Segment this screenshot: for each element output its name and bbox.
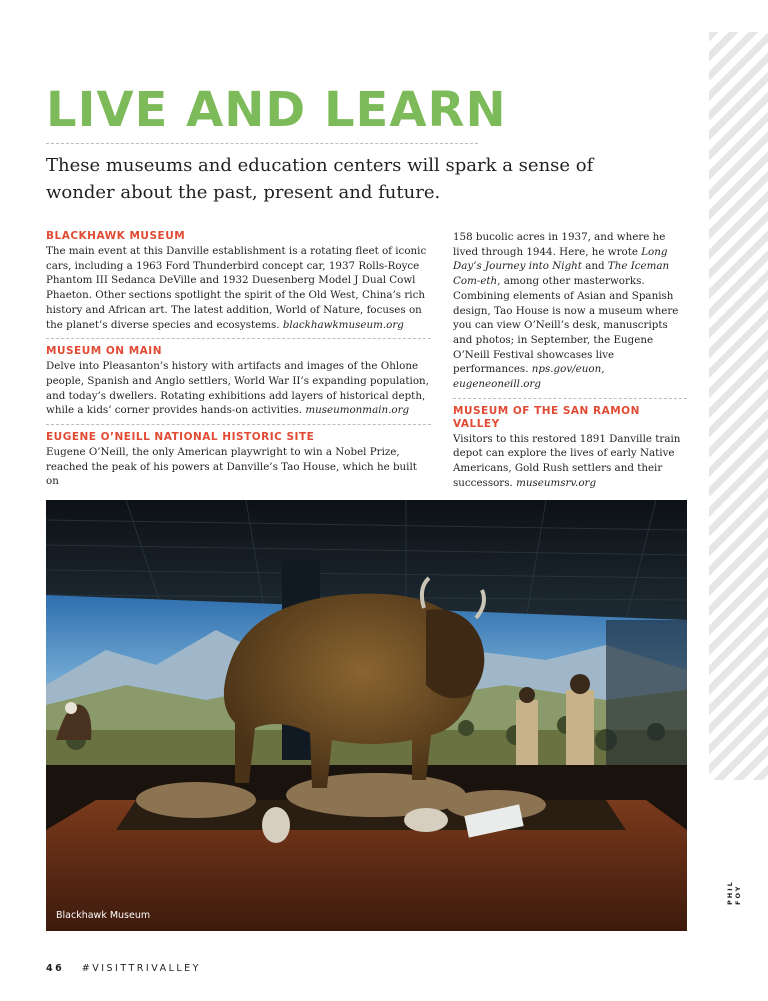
photo-caption: Blackhawk Museum (56, 910, 151, 921)
decorative-stripes (709, 32, 768, 780)
entry-title: MUSEUM ON MAIN (46, 345, 162, 358)
left-column (46, 230, 431, 489)
entry-eugene-oneill-site-continued (453, 230, 687, 392)
entry-divider (453, 398, 687, 399)
photo-credit: PHIL FOY (726, 880, 742, 905)
page-number: 46 (46, 963, 65, 974)
page-footer (46, 963, 201, 974)
entry-body: Delve into Pleasanton’s history with artifacts and images of the Ohlone people, Spanish and Anglo settlers, World War II’s expanding population, and today’s dwellers. Rotating exhibitions add layers of historical depth, while a kids’ corner provides hands-on activities. museumonmain.org (46, 360, 429, 417)
entry-body: The main event at this Danville establishment is a rotating fleet of iconic cars, including a 1963 Ford Thunderbird concept car, 1937 Rolls-Royce Phantom III Sedanca DeVille and 1932 Duesenberg Model J Dual Cowl Phaeton. Other sections spotlight the spirit of the Old West, China’s rich history and African art. The latest addition, World of Nature, focuses on the planet’s diverse species and ecosystems. blackhawkmuseum.org (46, 245, 427, 331)
work-title: The Iceman Com-eth, (453, 260, 670, 288)
entry-title: EUGENE O’NEILL NATIONAL HISTORIC SITE (46, 431, 315, 444)
entry-url[interactable]: museumsrv.org (516, 476, 597, 489)
headline-divider (46, 143, 478, 144)
entry-body-start: Eugene O’Neill, the only American playwright to win a Nobel Prize, reached the peak of his powers at Danville’s Tao House, which he built on (46, 446, 417, 488)
right-column (453, 230, 687, 491)
entry-museum-on-main (46, 345, 431, 418)
headline: LIVE AND LEARN (46, 82, 507, 138)
entry-eugene-oneill-site (46, 431, 431, 489)
entry-museum-san-ramon-valley (453, 405, 687, 491)
entry-url[interactable]: nps.gov/euon, eugeneoneill.org (453, 363, 605, 391)
intro-text: These museums and education centers will spark a sense of wonder about the past, present and future. (46, 155, 594, 203)
footer-hashtag: #VISITTRIVALLEY (81, 963, 201, 974)
work-title: Long Day’s Journey into Night (453, 245, 668, 273)
entry-divider (46, 338, 431, 339)
entry-divider (46, 424, 431, 425)
entry-title: MUSEUM OF THE SAN RAMON VALLEY (453, 404, 640, 430)
entry-blackhawk-museum (46, 230, 431, 332)
bison-exhibit-illustration (46, 500, 687, 931)
museum-photo (46, 500, 687, 931)
entry-title: BLACKHAWK MUSEUM (46, 230, 186, 242)
entry-url[interactable]: blackhawkmuseum.org (282, 318, 404, 331)
entry-url[interactable]: museumonmain.org (305, 404, 410, 417)
entry-body-continued: 158 bucolic acres in 1937, and where he lived through 1944. Here, he wrote Long Day’s Journey into Night and The Iceman Com-eth, among other masterworks. Combining elements of Asian and Spanish design, Tao House is now a museum where you can view O’Neill’s desk, manuscripts and photos; in September, the Eugene O’Neill Festival showcases live performances. nps.gov/euon, eugeneoneill.org (453, 231, 679, 391)
entry-body: Visitors to this restored 1891 Danville train depot can explore the lives of early Native Americans, Gold Rush settlers and their successors. museumsrv.org (453, 432, 681, 489)
